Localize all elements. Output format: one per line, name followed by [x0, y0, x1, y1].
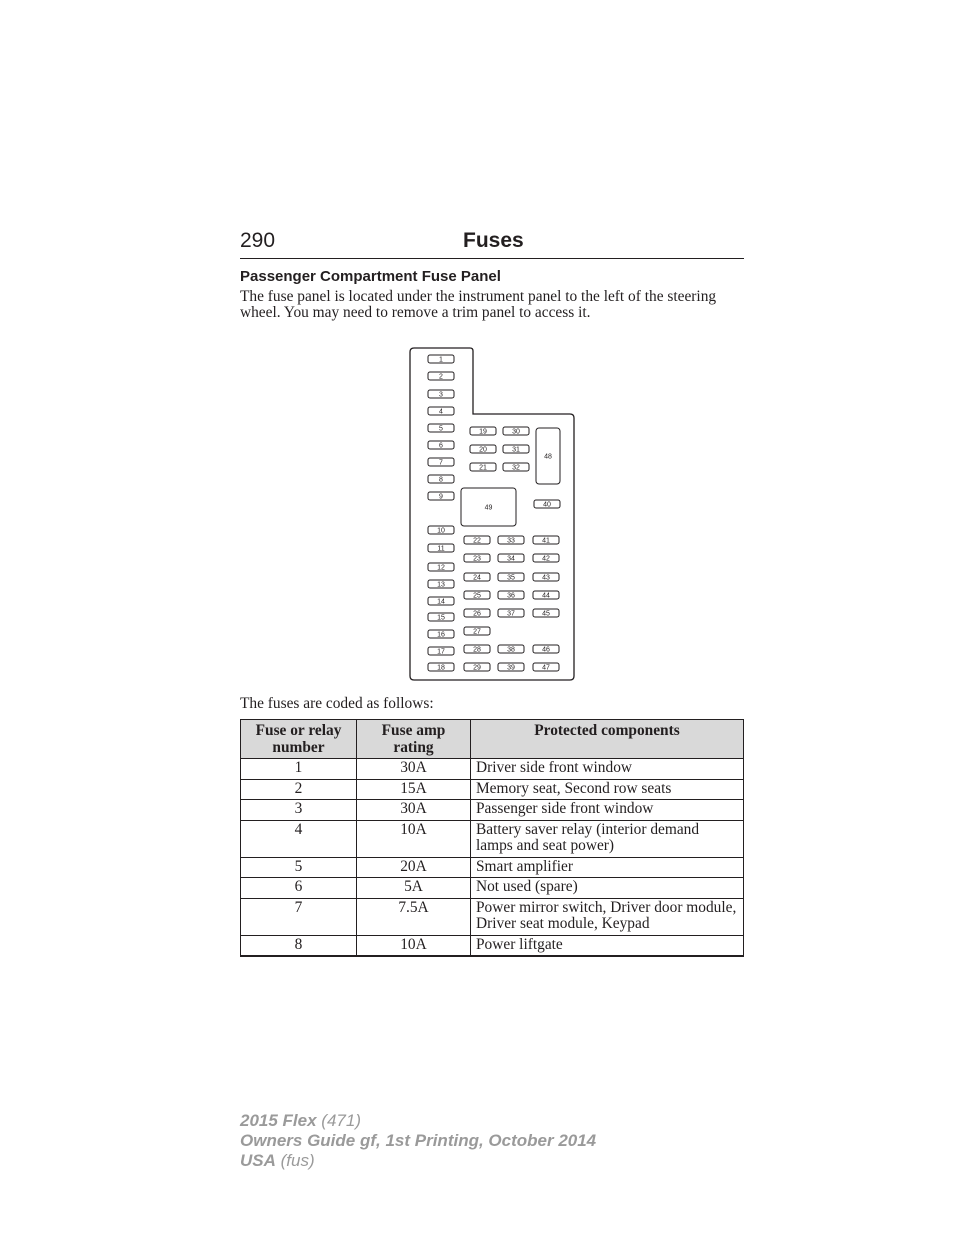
components-cell: Passenger side front window: [471, 800, 744, 821]
fuse-30-label: 30: [512, 428, 520, 436]
fuse-36-label: 36: [507, 592, 515, 600]
amp-rating-cell: 30A: [357, 800, 471, 821]
fuse-36: [498, 591, 524, 599]
amp-rating-cell: 10A: [357, 820, 471, 857]
components-cell: Driver side front window: [471, 759, 744, 780]
fuse-19-label: 19: [479, 428, 487, 436]
fuse-13-label: 13: [437, 581, 445, 589]
fuse-32-label: 32: [512, 464, 520, 472]
fuse-2: [428, 372, 454, 380]
fuse-17-label: 17: [437, 648, 445, 656]
fuse-21: [470, 463, 496, 471]
fuse-30: [503, 427, 529, 435]
footer: [240, 1111, 596, 1171]
table-row: [241, 779, 744, 800]
fuse-15: [428, 613, 454, 621]
fuse-14-label: 14: [437, 598, 445, 606]
fuse-number-cell: 2: [241, 779, 357, 800]
fuse-44-label: 44: [542, 592, 550, 600]
table-row: [241, 820, 744, 857]
fuse-18: [428, 663, 454, 671]
fuse-28-label: 28: [473, 646, 481, 654]
relay-48: [536, 428, 560, 484]
fuse-7-label: 7: [439, 459, 443, 467]
fuse-32: [503, 463, 529, 471]
fuse-29: [464, 663, 490, 671]
amp-rating-cell: 20A: [357, 857, 471, 878]
fuse-22: [464, 536, 490, 544]
fuse-26: [464, 609, 490, 617]
table-row: [241, 898, 744, 935]
fuse-number-cell: 1: [241, 759, 357, 780]
table-row: [241, 800, 744, 821]
fuse-11: [428, 544, 454, 552]
fuse-12-label: 12: [437, 564, 445, 572]
page-number: 290: [240, 229, 276, 252]
fuse-39: [498, 663, 524, 671]
fuse-20-label: 20: [479, 446, 487, 454]
fuse-40-label: 40: [543, 501, 551, 509]
fuse-41-label: 41: [542, 537, 550, 545]
fuse-34: [498, 554, 524, 562]
amp-rating-cell: 5A: [357, 878, 471, 899]
components-cell: Power liftgate: [471, 935, 744, 956]
components-cell: Not used (spare): [471, 878, 744, 899]
fuse-46: [533, 645, 559, 653]
fuse-31-label: 31: [512, 446, 520, 454]
fuse-1: [428, 355, 454, 363]
fuse-7: [428, 458, 454, 466]
fuse-35-label: 35: [507, 574, 515, 582]
fuse-22-label: 22: [473, 537, 481, 545]
fuse-43: [533, 573, 559, 581]
fuse-37: [498, 609, 524, 617]
relay-49: [461, 488, 516, 526]
fuse-46-label: 46: [542, 646, 550, 654]
fuse-10: [428, 526, 454, 534]
fuse-44: [533, 591, 559, 599]
fuse-panel-diagram: [400, 344, 580, 686]
footer-line-3: [240, 1151, 596, 1171]
column-header-fuse-number: Fuse or relay number: [241, 720, 357, 759]
fuse-17: [428, 647, 454, 655]
fuse-28: [464, 645, 490, 653]
fuse-12: [428, 563, 454, 571]
fuse-5: [428, 424, 454, 432]
table-row: [241, 857, 744, 878]
components-cell: Smart amplifier: [471, 857, 744, 878]
fuse-number-cell: 6: [241, 878, 357, 899]
fuse-41: [533, 536, 559, 544]
amp-rating-cell: 15A: [357, 779, 471, 800]
fuse-9-label: 9: [439, 493, 443, 501]
fuse-35: [498, 573, 524, 581]
fuse-20: [470, 445, 496, 453]
footer-market-code: (fus): [280, 1151, 315, 1170]
coded-intro: The fuses are coded as follows:: [240, 695, 434, 712]
fuse-number-cell: 4: [241, 820, 357, 857]
fuse-29-label: 29: [473, 664, 481, 672]
fuse-11-label: 11: [437, 545, 445, 553]
footer-line-2: [240, 1131, 596, 1151]
table-header-row: [241, 720, 744, 759]
fuse-43-label: 43: [542, 574, 550, 582]
fuse-14: [428, 597, 454, 605]
fuse-3-label: 3: [439, 391, 443, 399]
fuse-16: [428, 630, 454, 638]
fuse-number-cell: 7: [241, 898, 357, 935]
column-header-components: Protected components: [471, 720, 744, 759]
amp-rating-cell: 7.5A: [357, 898, 471, 935]
relay-48-label: 48: [544, 453, 552, 461]
fuse-16-label: 16: [437, 631, 445, 639]
amp-rating-cell: 10A: [357, 935, 471, 956]
fuse-42-label: 42: [542, 555, 550, 563]
components-cell: Battery saver relay (interior demand lamps and seat power): [471, 820, 744, 857]
fuse-18-label: 18: [437, 664, 445, 672]
table-row: [241, 878, 744, 899]
fuse-6-label: 6: [439, 442, 443, 450]
fuse-24: [464, 573, 490, 581]
fuse-33: [498, 536, 524, 544]
header-rule: [240, 258, 744, 259]
intro-paragraph: The fuse panel is located under the instrument panel to the left of the steering wheel. You may need to remove a trim panel to access it.: [240, 288, 717, 321]
fuse-9: [428, 492, 454, 500]
table-row: [241, 759, 744, 780]
fuse-33-label: 33: [507, 537, 515, 545]
fuse-number-cell: 3: [241, 800, 357, 821]
fuse-6: [428, 441, 454, 449]
fuse-table: [240, 719, 744, 957]
fuse-42: [533, 554, 559, 562]
amp-rating-cell: 30A: [357, 759, 471, 780]
fuse-19: [470, 427, 496, 435]
fuse-34-label: 34: [507, 555, 515, 563]
relay-49-label: 49: [484, 504, 493, 512]
fuse-13: [428, 580, 454, 588]
fuse-8: [428, 475, 454, 483]
fuse-10-label: 10: [437, 527, 445, 535]
fuse-27: [464, 627, 490, 635]
components-cell: Power mirror switch, Driver door module, Driver seat module, Keypad: [471, 898, 744, 935]
footer-model-code: (471): [321, 1111, 361, 1130]
footer-model: 2015 Flex: [240, 1111, 317, 1130]
fuse-38-label: 38: [507, 646, 515, 654]
footer-market: USA: [240, 1151, 276, 1170]
fuse-23-label: 23: [473, 555, 481, 563]
components-cell: Memory seat, Second row seats: [471, 779, 744, 800]
fuse-number-cell: 5: [241, 857, 357, 878]
fuse-39-label: 39: [507, 664, 515, 672]
fuse-15-label: 15: [437, 614, 445, 622]
fuse-40: [534, 500, 560, 508]
fuse-23: [464, 554, 490, 562]
fuse-24-label: 24: [473, 574, 481, 582]
fuse-4-label: 4: [439, 408, 443, 416]
fuse-47-label: 47: [542, 664, 550, 672]
fuse-21-label: 21: [479, 464, 487, 472]
fuse-45: [533, 609, 559, 617]
fuse-45-label: 45: [542, 610, 550, 618]
footer-edition: Owners Guide gf, 1st Printing, October 2014: [240, 1131, 597, 1150]
fuse-1-label: 1: [439, 356, 443, 364]
fuse-2-label: 2: [439, 373, 443, 381]
fuse-4: [428, 407, 454, 415]
fuse-47: [533, 663, 559, 671]
table-row: [241, 935, 744, 956]
fuse-38: [498, 645, 524, 653]
fuse-5-label: 5: [439, 425, 443, 433]
page-title: Fuses: [463, 229, 524, 252]
fuse-3: [428, 390, 454, 398]
fuse-25-label: 25: [473, 592, 481, 600]
fuse-26-label: 26: [473, 610, 481, 618]
column-header-amp-rating: Fuse amp rating: [357, 720, 471, 759]
fuse-27-label: 27: [473, 628, 481, 636]
fuse-25: [464, 591, 490, 599]
fuse-37-label: 37: [507, 610, 515, 618]
fuse-31: [503, 445, 529, 453]
footer-line-1: [240, 1111, 596, 1131]
section-heading: Passenger Compartment Fuse Panel: [240, 268, 501, 285]
fuse-8-label: 8: [439, 476, 443, 484]
fuse-number-cell: 8: [241, 935, 357, 956]
